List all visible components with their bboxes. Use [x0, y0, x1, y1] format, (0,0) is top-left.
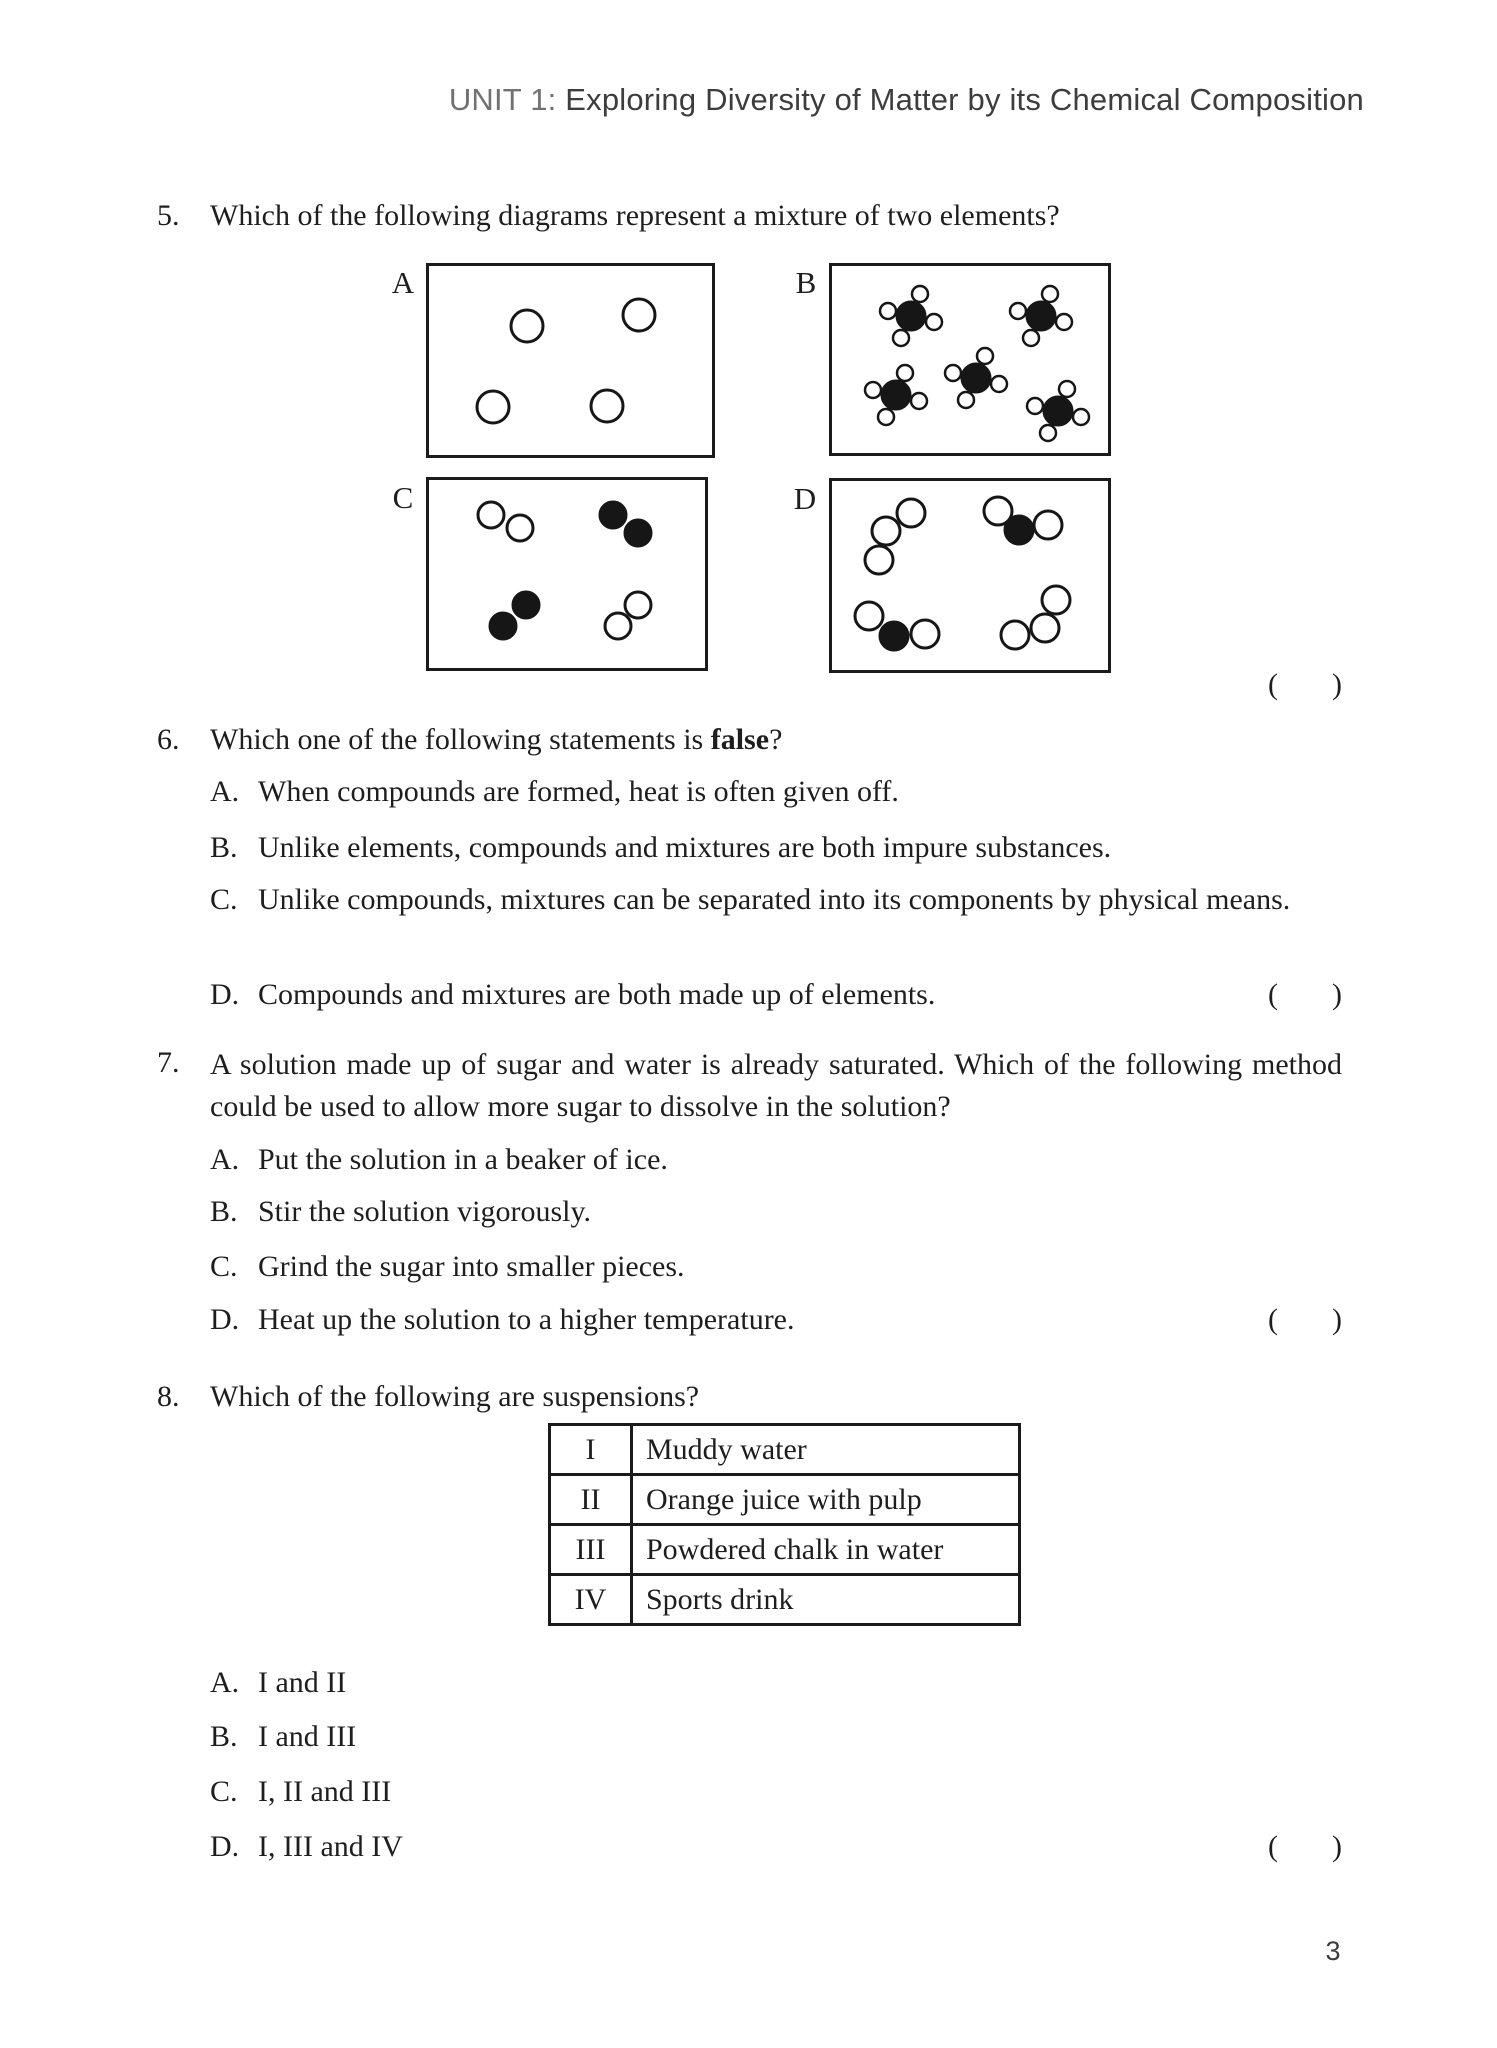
q7-option-d-text: Heat up the solution to a higher temperature.: [258, 1303, 795, 1336]
q7-option-d-label: D.: [210, 1303, 240, 1336]
row-numeral: IV: [550, 1575, 632, 1625]
close-paren: ): [1332, 1830, 1342, 1863]
table-row: [550, 1575, 1020, 1625]
q6-text-prefix: Which one of the following statements is: [210, 723, 711, 756]
close-paren: ): [1332, 978, 1342, 1011]
q6-option-d-label: D.: [210, 978, 240, 1011]
unit-title: Exploring Diversity of Matter by its Chemical Composition: [556, 82, 1364, 117]
open-paren: (: [1268, 668, 1278, 701]
table-row: [550, 1525, 1020, 1575]
row-item: Powdered chalk in water: [632, 1525, 1020, 1575]
row-item: Orange juice with pulp: [632, 1475, 1020, 1525]
open-paren: (: [1268, 1830, 1278, 1863]
close-paren: ): [1332, 1303, 1342, 1336]
q6-option-d-text: Compounds and mixtures are both made up of elements.: [258, 978, 936, 1011]
suspensions-table: [548, 1423, 1021, 1626]
q7-option-a-label: A.: [210, 1143, 240, 1176]
page-header: [0, 82, 1364, 118]
q8-option-a-label: A.: [210, 1666, 240, 1699]
diagram-box-c: [426, 477, 708, 671]
particle-diagram: [832, 266, 1108, 453]
q6-answer-bracket: [1268, 976, 1342, 1014]
q6-option-b-label: B.: [210, 831, 238, 864]
diagram-label-b: B: [795, 265, 817, 300]
diagram-box-b: [829, 263, 1111, 456]
page-number: 3: [1325, 1936, 1341, 1966]
q6-text: [210, 721, 782, 759]
close-paren: ): [1332, 668, 1342, 701]
q5-answer-bracket: [1268, 666, 1342, 704]
q8-text: Which of the following are suspensions?: [210, 1380, 700, 1413]
q6-option-c-text: Unlike compounds, mixtures can be separated into its components by physical means.: [258, 883, 1291, 916]
unit-label: UNIT 1:: [448, 82, 557, 117]
q8-option-b-text: I and III: [258, 1720, 357, 1753]
q7-text: A solution made up of sugar and water is already saturated. Which of the following method could be used to allow more sugar to dissolve in the solution?: [210, 1048, 1342, 1123]
open-paren: (: [1268, 978, 1278, 1011]
q8-option-d-label: D.: [210, 1830, 240, 1863]
q6-text-bold: false: [710, 723, 770, 756]
q5-text: Which of the following diagrams represent a mixture of two elements?: [210, 199, 1060, 232]
q6-option-a-text: When compounds are formed, heat is often given off.: [258, 775, 899, 808]
q8-option-c-text: I, II and III: [258, 1775, 392, 1808]
row-item: Muddy water: [632, 1425, 1020, 1475]
q8-option-a-text: I and II: [258, 1666, 347, 1699]
particle-diagram: [429, 480, 705, 668]
q6-option-c-label: C.: [210, 883, 238, 916]
open-paren: (: [1268, 1303, 1278, 1336]
row-numeral: I: [550, 1425, 632, 1475]
q7-option-c-label: C.: [210, 1250, 238, 1283]
q8-answer-bracket: [1268, 1828, 1342, 1866]
q8-number: 8.: [157, 1380, 180, 1413]
q7-number: 7.: [157, 1046, 180, 1079]
q5-number: 5.: [157, 199, 180, 232]
table-row: [550, 1425, 1020, 1475]
q6-number: 6.: [157, 723, 180, 756]
q8-option-d-text: I, III and IV: [258, 1830, 403, 1863]
diagram-label-c: C: [392, 480, 414, 515]
q7-answer-bracket: [1268, 1301, 1342, 1339]
diagram-label-d: D: [793, 481, 817, 516]
q7-option-c-text: Grind the sugar into smaller pieces.: [258, 1250, 685, 1283]
particle-diagram: [429, 266, 712, 455]
q6-text-suffix: ?: [769, 723, 783, 756]
row-numeral: II: [550, 1475, 632, 1525]
q8-option-b-label: B.: [210, 1720, 238, 1753]
particle-diagram: [832, 481, 1108, 670]
diagram-label-a: A: [391, 265, 415, 300]
diagram-box-d: [829, 478, 1111, 673]
row-item: Sports drink: [632, 1575, 1020, 1625]
diagram-box-a: [426, 263, 715, 458]
q7-option-a-text: Put the solution in a beaker of ice.: [258, 1143, 668, 1176]
q8-option-c-label: C.: [210, 1775, 238, 1808]
q7-option-b-label: B.: [210, 1195, 238, 1228]
q7-option-b-text: Stir the solution vigorously.: [258, 1195, 592, 1228]
q6-option-b-text: Unlike elements, compounds and mixtures are both impure substances.: [258, 831, 1112, 864]
table-row: [550, 1475, 1020, 1525]
q6-option-a-label: A.: [210, 775, 240, 808]
row-numeral: III: [550, 1525, 632, 1575]
